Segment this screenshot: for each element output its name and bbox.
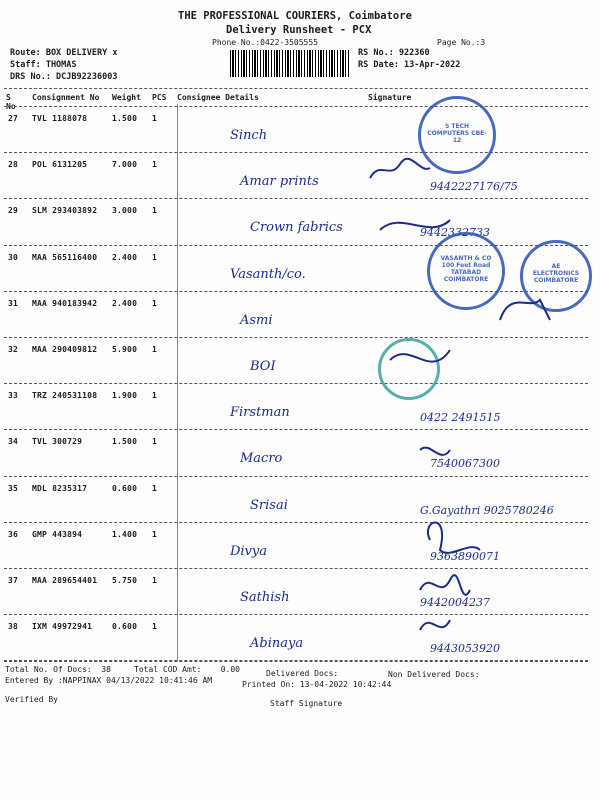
col-sno: S No: [6, 93, 16, 111]
row-weight: 2.400: [112, 252, 138, 262]
row-weight: 0.600: [112, 622, 138, 632]
row-sno: 33: [8, 391, 19, 401]
row-signature-note: 0422 2491515: [420, 411, 501, 425]
row-consignment-no: TVL 1188078: [32, 114, 88, 123]
row-pcs: 1: [152, 160, 158, 170]
total-cod: Total COD Amt: 0.00: [134, 665, 240, 674]
document-title: Delivery Runsheet - PCX: [226, 24, 372, 36]
row-sno: 38: [8, 622, 19, 632]
row-consignee: Sinch: [230, 128, 268, 143]
rs-number: RS No.: 922360: [358, 48, 430, 58]
row-weight: 7.000: [112, 160, 138, 170]
row-pcs: 1: [152, 437, 158, 447]
row-consignment-no: MAA 565116400: [32, 252, 98, 262]
row-weight: 1.900: [112, 391, 138, 401]
row-consignee: Crown fabrics: [250, 220, 343, 236]
delivered-docs: Delivered Docs:: [266, 669, 339, 678]
route: Route: BOX DELIVERY x: [10, 48, 118, 58]
row-consignee: Asmi: [240, 312, 273, 328]
row-sno: 29: [8, 206, 19, 216]
row-consignment-no: MDL 8235317: [32, 483, 88, 493]
staff-name: Staff: THOMAS: [10, 60, 77, 70]
footer-top-rule: [4, 661, 588, 662]
row-consignment-no: MAA 940183942: [32, 298, 98, 308]
company-title: THE PROFESSIONAL COURIERS, Coimbatore: [178, 10, 412, 22]
non-delivered-docs: Non Delivered Docs:: [388, 670, 480, 679]
row-weight: 2.400: [112, 298, 138, 308]
header-top-rule: [4, 88, 588, 89]
row-weight: 1.500: [112, 114, 138, 123]
row-consignment-no: GMP 443894: [32, 529, 83, 539]
signature-scribbles: [360, 150, 590, 660]
row-consignee: Srisai: [250, 497, 288, 513]
col-pcs: PCS: [152, 93, 167, 102]
row-consignee: Sathish: [240, 590, 290, 605]
staff-signature-label: Staff Signature: [270, 699, 343, 708]
row-sno: 35: [8, 483, 19, 493]
row-pcs: 1: [152, 298, 158, 308]
row-weight: 5.750: [112, 576, 138, 585]
row-pcs: 1: [152, 252, 158, 262]
col-weight: Weight: [112, 93, 141, 102]
row-pcs: 1: [152, 114, 158, 123]
printed-on: Printed On: 13-04-2022 10:42:44: [242, 680, 392, 689]
row-weight: 0.600: [112, 483, 138, 493]
row-sno: 30: [8, 252, 19, 262]
row-consignment-no: POL 6131205: [32, 160, 88, 170]
row-consignment-no: MAA 290409812: [32, 345, 98, 354]
row-consignee: Abinaya: [250, 636, 304, 652]
total-docs: Total No. Of Docs: 38: [5, 665, 111, 674]
stamp-s-tech: S TECH COMPUTERS CBE-12: [418, 96, 496, 174]
row-consignment-no: IXM 49972941: [32, 622, 93, 632]
rs-date: RS Date: 13-Apr-2022: [358, 60, 461, 70]
row-sno: 31: [8, 298, 19, 308]
row-signature-note: 9442227176/75: [430, 180, 518, 194]
row-consignee: BOI: [250, 359, 276, 374]
row-sno: 32: [8, 345, 19, 354]
phone-number: Phone No.:0422-3505555: [212, 38, 318, 47]
row-pcs: 1: [152, 576, 158, 585]
row-signature-note: G.Gayathri 9025780246: [420, 503, 554, 517]
drs-number: DRS No.: DCJB92236003: [10, 72, 118, 82]
row-pcs: 1: [152, 622, 158, 632]
row-signature-note: 9363890071: [430, 549, 500, 563]
barcode: [230, 50, 350, 77]
row-sno: 27: [8, 114, 19, 123]
row-consignment-no: TRZ 240531108: [32, 391, 98, 401]
header-bottom-rule: [4, 106, 588, 107]
stamp-vasanth: VASANTH & CO 100 Feet Road TATABAD COIMBATORE: [427, 232, 505, 310]
col-consignee: Consignee Details: [177, 93, 259, 102]
row-consignee: Macro: [240, 451, 283, 467]
row-consignee: Vasanth/co.: [230, 266, 306, 282]
row-consignment-no: TVL 300729: [32, 437, 83, 447]
row-pcs: 1: [152, 529, 158, 539]
row-sno: 28: [8, 160, 19, 170]
row-pcs: 1: [152, 483, 158, 493]
row-pcs: 1: [152, 345, 158, 354]
row-pcs: 1: [152, 206, 158, 216]
row-sno: 34: [8, 437, 19, 447]
row-pcs: 1: [152, 391, 158, 401]
row-consignment-no: SLM 293403892: [32, 206, 98, 216]
col-consignment: Consignment No: [32, 93, 100, 102]
row-consignment-no: MAA 289654401: [32, 576, 98, 585]
page-number: Page No.:3: [437, 38, 486, 47]
row-signature-note: 9442332733: [420, 226, 490, 240]
row-sno: 36: [8, 529, 19, 539]
row-weight: 5.900: [112, 345, 138, 354]
entered-by: Entered By :NAPPINAX 04/13/2022 10:41:46 AM: [5, 676, 213, 685]
row-sno: 37: [8, 576, 19, 585]
row-consignee: Divya: [230, 543, 268, 559]
col-signature: Signature: [368, 93, 412, 102]
stamp-ae-electronics: AE ELECTRONICS COIMBATORE: [520, 240, 592, 312]
row-weight: 3.000: [112, 206, 138, 216]
row-signature-note: 7540067300: [430, 457, 500, 471]
verified-by: Verified By: [5, 695, 58, 704]
row-signature-note: 9442004237: [420, 596, 490, 609]
row-consignee: Amar prints: [240, 174, 319, 190]
row-weight: 1.500: [112, 437, 138, 447]
row-signature-note: 9443053920: [430, 642, 500, 656]
row-consignee: Firstman: [230, 405, 290, 421]
row-weight: 1.400: [112, 529, 138, 539]
